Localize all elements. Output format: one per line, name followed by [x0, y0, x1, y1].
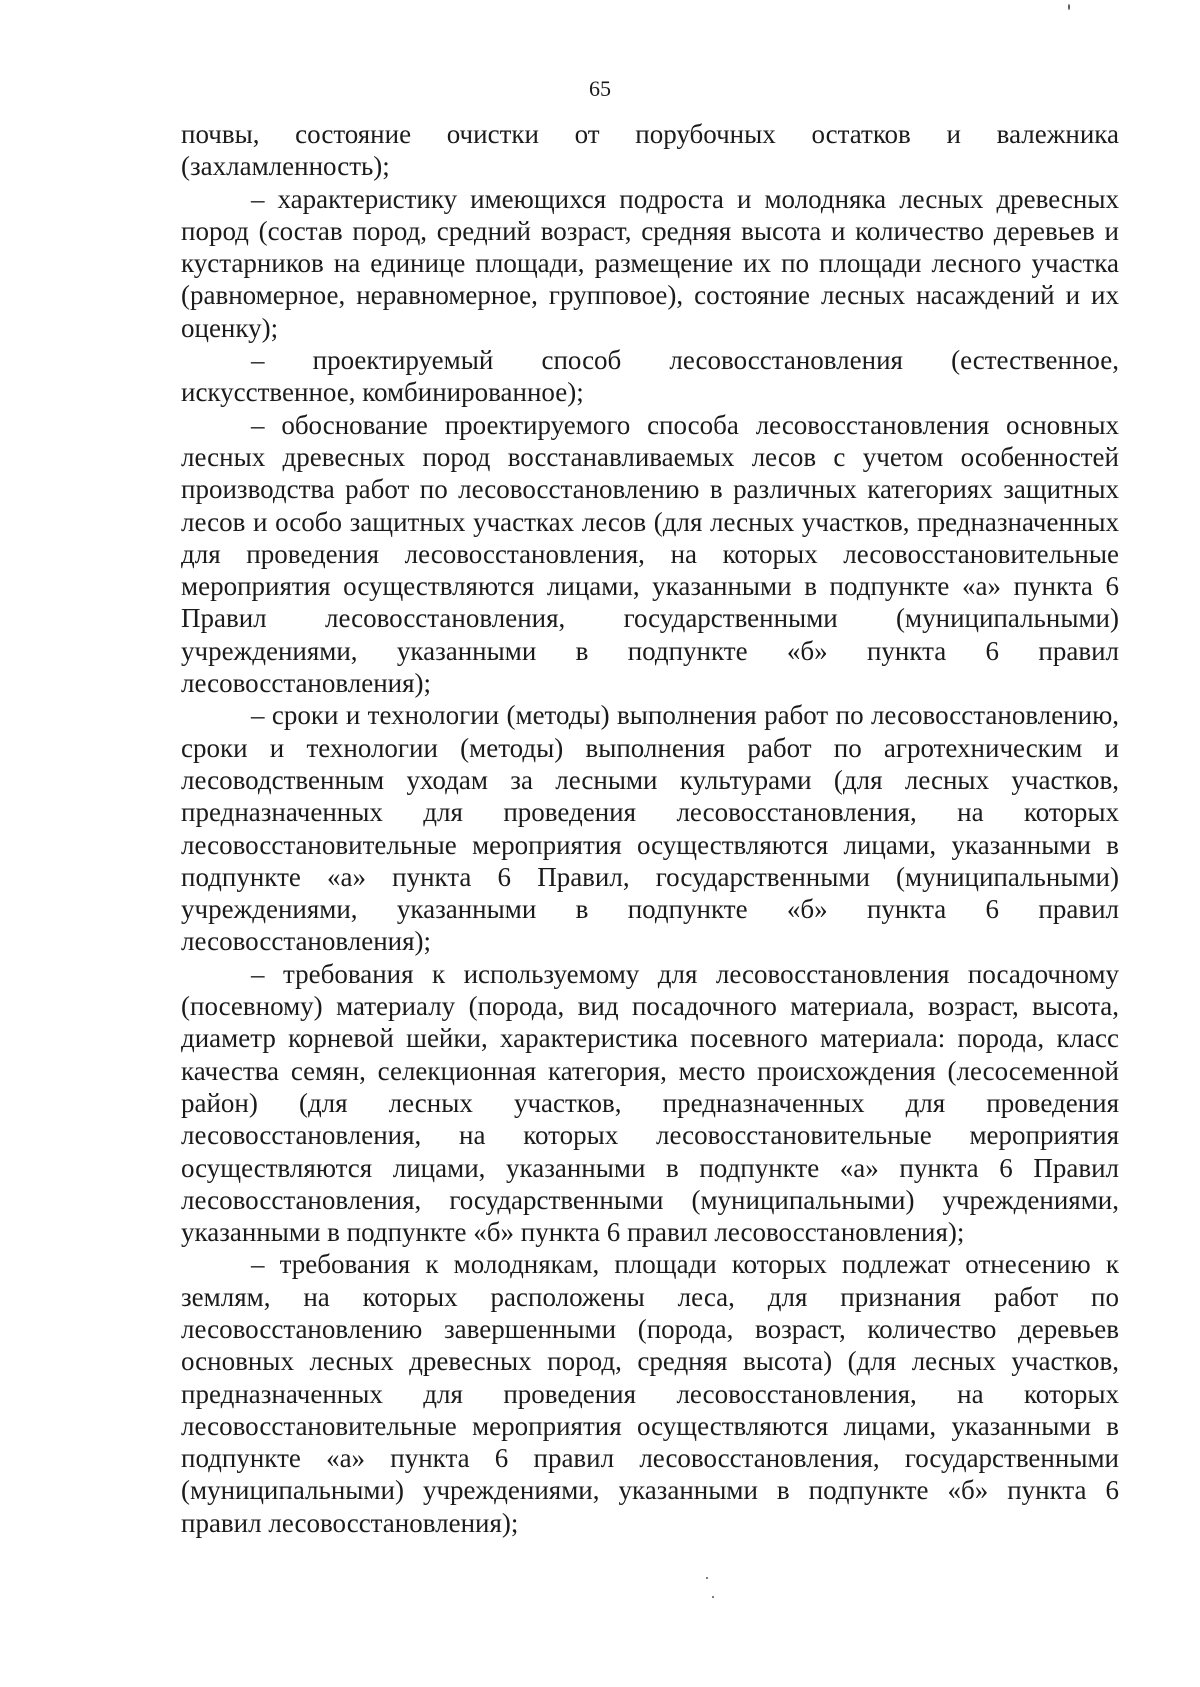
paragraph-continuation: почвы, состояние очистки от порубочных остатков и валежника (захламленность); [181, 119, 1119, 182]
paragraph-planting-material-requirements: – требования к используемому для лесовосстановления посадочному (посевному) материалу (порода, вид посадочного материала, возраст, высота, диаметр корневой шейки, характеристика посевного материала: порода, класс качества семян, селекционная категория, место происхождения (лесосеменной район) (для лесных участков, предназначенных для проведения лесовосстановления, на которых лесовосстановительные мероприятия осуществляются лицами, указанными в подпункте «а» пункта 6 Правил лесовосстановления, государственными (муниципальными) учреждениями, указанными в подпункте «б» пункта 6 правил лесовосстановления); [181, 958, 1119, 1248]
body-text [181, 118, 1119, 1539]
paragraph-young-stand-requirements: – требования к молоднякам, площади которых подлежат отнесению к землям, на которых расположены леса, для признания работ по лесовосстановлению завершенными (порода, возраст, количество деревьев основных лесных древесных пород, средняя высота) (для лесных участков, предназначенных для проведения лесовосстановления, на которых лесовосстановительные мероприятия осуществляются лицами, указанными в подпункте «а» пункта 6 правил лесовосстановления, государственными (муниципальными) учреждениями, указанными в подпункте «б» пункта 6 правил лесовосстановления); [181, 1249, 1119, 1538]
scan-speck [712, 1596, 714, 1598]
page-number: 65 [589, 76, 611, 101]
paragraph-undergrowth-characteristics: – характеристику имеющихся подроста и молодняка лесных древесных пород (состав пород, средний возраст, средняя высота и количество деревьев и кустарников на единице площади, размещение их по площади лесного участка (равномерное, неравномерное, групповое), состояние лесных насаждений и их оценку); [181, 183, 1119, 343]
paragraph-method-justification: – обоснование проектируемого способа лесовосстановления основных лесных древесных пород восстанавливаемых лесов с учетом особенностей производства работ по лесовосстановлению в различных категориях защитных лесов и особо защитных участках лесов (для лесных участков, предназначенных для проведения лесовосстановления, на которых лесовосстановительные мероприятия осуществляются лицами, указанными в подпункте «а» пункта 6 Правил лесовосстановления, государственными (муниципальными) учреждениями, указанными в подпункте «б» пункта 6 правил лесовосстановления); [181, 409, 1119, 699]
scan-speck [706, 1577, 708, 1579]
scan-speck [1068, 4, 1070, 10]
paragraph-work-timing: – сроки и технологии (методы) выполнения работ по лесовосстановлению, сроки и технологии (методы) выполнения работ по агротехническим и лесоводственным уходам за лесными культурами (для лесных участков, предназначенных для проведения лесовосстановления, на которых лесовосстановительные мероприятия осуществляются лицами, указанными в подпункте «а» пункта 6 Правил, государственными (муниципальными) учреждениями, указанными в подпункте «б» пункта 6 правил лесовосстановления); [181, 700, 1119, 957]
paragraph-reforestation-method: – проектируемый способ лесовосстановления (естественное, искусственное, комбинированное); [181, 345, 1119, 408]
